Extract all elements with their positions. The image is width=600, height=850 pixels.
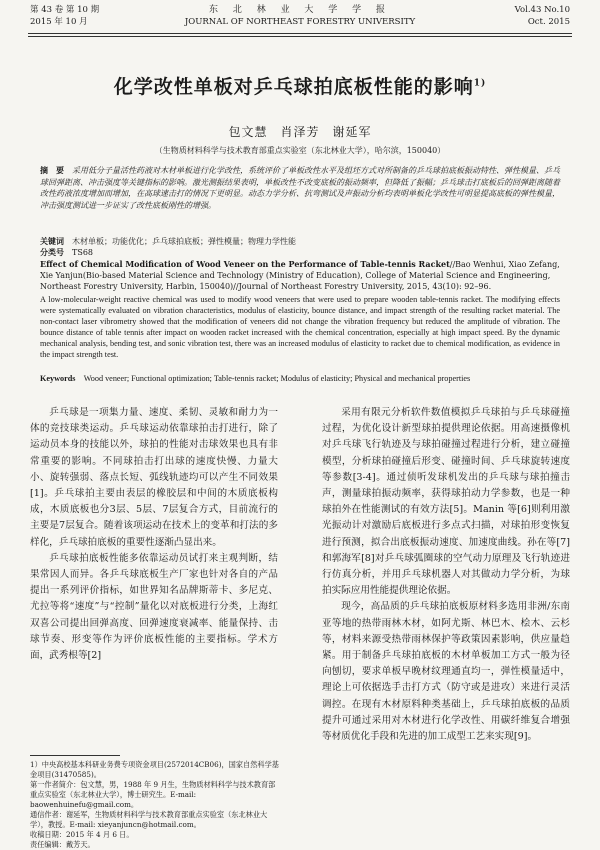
keywords-en-label: Keywords (40, 374, 76, 383)
classification-code: TS68 (72, 248, 93, 257)
body-paragraph: 乒乓球是一项集力量、速度、柔韧、灵敏和耐力为一体的竞技球类运动。乒乓球运动依靠球拍击打进行，除了运动员本身的技能以外，球拍的性能对击球效果也具有非常重要的影响。不同球拍击打出球的速度快慢、力量大小、旋转强弱、落点长短、弧线轨迹均可以产生不同效果[1]。乒乓球拍主要由表层的橡胶层和中间的木质底板构成，木质底板也分3层、5层、7层复合方式，目前流行的主要是7层复合。随着该项运动在技术上的变革和打法的多样化，乒乓球拍底板的重要性逐渐凸显出来。 (30, 407, 278, 548)
body-left-column (30, 405, 278, 664)
body-right-column (322, 405, 570, 745)
english-title: Effect of Chemical Modification of Wood Veneer on the Performance of Table-tennis Racket (40, 259, 450, 269)
classification (40, 247, 560, 259)
affiliation: （生物质材料科学与技术教育部重点实验室（东北林业大学），哈尔滨，150040） (154, 146, 446, 155)
footnote-first-author: 第一作者简介：包文慧，男，1988 年 9 月生，生物质材料科学与技术教育部重点实验室（东北林业大学），博士研究生。E-mail: baowenhuinefu@gmail.com。 (30, 780, 276, 809)
date-cn: 2015 年 10 月 (30, 17, 88, 27)
footnote-received: 收稿日期：2015 年 4 月 6 日。 (30, 830, 134, 839)
classification-label: 分类号 (40, 247, 64, 257)
header-right (515, 4, 570, 28)
authors: 包文慧 肖泽芳 谢延军 (228, 125, 372, 139)
abstract-cn-text: 采用低分子量活性药液对木材单板进行化学改性，系统评价了单板改性水平及组坯方式对所制备的乒乓球拍底板振动特性、弹性模量、乒乓球回弹距离、冲击强度等关键指标的影响。激光测振结果表明，单板改性不改变底板的振动频率，但降低了振幅；乒乓球击打底板后的回弹距离随着改性药液浓度增加而增加，在高球速击打的情况下更明显。动态力学分析、抗弯测试及声振动分析均表明单板化学改性可明显提高底板的弹性模量，冲击强度测试进一步证实了改性底板刚性的增强。 (40, 166, 560, 210)
english-citation: //Bao Wenhui, Xiao Zefang, Xie Yanjun(Bio-based Material Science and Technology (Ministry of Education), College of Material Science and Engineering, Northeast Forestry University, Harbin, 150040)//Journal of Northeast Forestry University, 2015, 43(10): 92–96. (40, 260, 560, 291)
volume-cn: 第 43 卷 第 10 期 (30, 5, 100, 15)
keywords-cn (40, 236, 560, 248)
footnote-rule (30, 755, 120, 756)
footnote-corresponding: 通信作者：谢延军，生物质材料科学与技术教育部重点实验室（东北林业大学），教授。E-mail: xieyanjuncn@hotmail.com。 (30, 810, 268, 829)
header-rule-thin (28, 36, 572, 37)
running-header (0, 0, 600, 40)
paper-title: 化学改性单板对乒乓球拍底板性能的影响$^{1)}$ (113, 76, 487, 98)
title-footnote-mark: 1) (473, 78, 487, 89)
abstract-cn-label: 摘 要 (40, 165, 64, 175)
keywords-cn-label: 关键词 (40, 236, 64, 246)
abstract-en-text: A low-molecular-weight reactive chemical was used to modify wood veneers that were used to prepare wooden table-tennis racket. The modifying effects were systematically evaluated on vibration characteristics, modulus of elasticity, bounce distance, and impact strength of the resulting racket material. The non-contact laser vibrometry showed that the modification of veneers did not change the vibration frequency but reduced the amplitude of vibration. The bounce distance of table tennis after impact on wooden racket increased with the chemical concentration, especially at high impact speed. By the dynamic mechanical analysis, bending test, and sonic vibration test, there was an increased modulus of elasticity to racket due to chemical modification, as evidence in the impact strength test. (40, 295, 560, 359)
abstract-cn (40, 165, 560, 211)
header-center (0, 4, 600, 28)
keywords-en-text: Wood veneer; Functional optimization; Table-tennis racket; Modulus of elasticity; Physical and mechanical properties (83, 374, 471, 383)
keywords-en (40, 373, 560, 384)
body-paragraph: 乒乓球拍底板性能多依靠运动员试打来主观判断，结果常因人而异。各乒乓球底板生产厂家也针对各自的产品提出一系列评价指标，如世界知名品牌斯蒂卡、多尼克、尤拉等将“速度”与“控制”量化以对底板进行分类，上海红双喜公司提出回弹高度、回弹速度衰减率、能量保持、击球节奏、形变等作为评价底板性能的主要指标。学术方面，武秀根等[2] (30, 552, 278, 662)
journal-cn: 东 北 林 业 大 学 学 报 (208, 5, 392, 15)
volume-en: Vol.43 No.10 (514, 5, 570, 15)
keywords-cn-text: 木材单板；功能优化；乒乓球拍底板；弹性模量；物理力学性能 (72, 237, 296, 246)
abstract-en-heading (40, 259, 560, 292)
footnotes (30, 760, 280, 850)
footnote-funding: 1）中央高校基本科研业务费专项资金项目(2572014CB06)，国家自然科学基金项目(31470585)。 (30, 760, 279, 779)
journal-en: JOURNAL OF NORTHEAST FORESTRY UNIVERSITY (184, 17, 416, 27)
body-paragraph: 采用有限元分析软件数值模拟乒乓球拍与乒乓球碰撞过程，为优化设计新型球拍提供理论依据。用高速摄像机对乒乓球飞行轨迹及与球拍碰撞过程进行分析，建立碰撞模型，分析球拍碰撞后形变、碰撞时间、乒乓球旋转速度等参数[3-4]。通过侦听发球机发出的乒乓球与球拍撞击声，测量球拍振动频率，获得球拍动力学参数，也是一种球拍外在性能测试的有效方法[5]。Manin 等[6]则利用激光振动计对激励后底板进行多点式扫描，对球拍形变恢复进行预测，拟合出底板振动速度、加速度曲线。孙在等[7]和郭海军[8]对乒乓球弧圈球的空气动力原理及飞行轨迹进行仿真分析，并用乒乓球机器人对其做动力学分析，为球拍实际应用性能提供理论依据。 (322, 407, 570, 597)
date-en: Oct. 2015 (527, 17, 570, 27)
header-rule (28, 33, 572, 34)
footnote-editor: 责任编辑：戴芳天。 (30, 840, 95, 849)
body-paragraph: 现今，高品质的乒乓球拍底板原材料多选用非洲/东南亚等地的热带雨林木材，如阿尤斯、林巴木、桧木、云杉等，材料来源受热带雨林保护等政策因素影响，供应量趋紧。用于制备乒乓球拍底板的木材单板加工方式一般为径向刨切，要求单板早晚材纹理通直均一，弹性模量适中，理论上可依据选手击打方式（防守或是进攻）来进行灵活调控。在现有木材原料种类基础上，乒乓球拍底板的品质提升可通过采用对木材进行化学改性、用碳纤维复合增强等材质优化手段和先进的加工成型工艺来实现[9]。 (322, 601, 570, 743)
